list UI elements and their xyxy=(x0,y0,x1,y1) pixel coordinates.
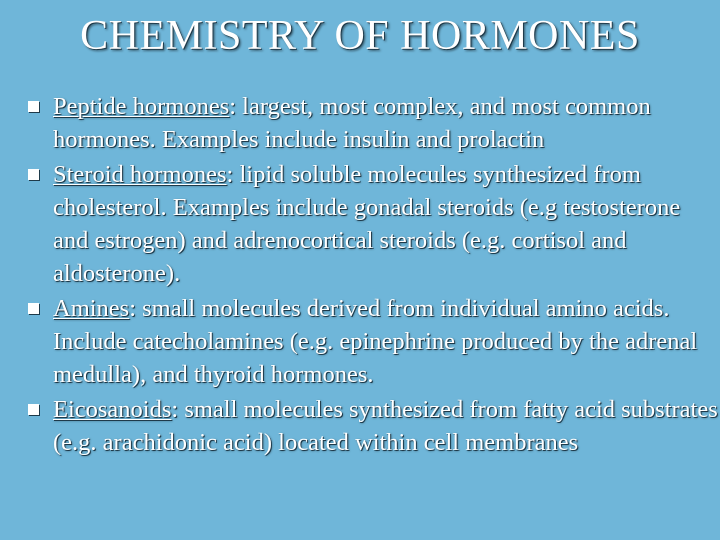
bullet-term: Amines xyxy=(53,295,130,322)
bullet-item-amines xyxy=(28,292,718,391)
bullet-text: : lipid soluble molecules synthesized from cholesterol. Examples include gonadal steroids (e.g testosterone and estrogen) and adrenocortical steroids (e.g. cortisol and aldosterone). xyxy=(53,161,681,287)
square-bullet-icon xyxy=(28,404,39,415)
bullet-term: Steroid hormones xyxy=(53,161,227,188)
bullet-term: Eicosanoids xyxy=(53,396,172,423)
slide-title: CHEMISTRY OF HORMONES xyxy=(80,13,640,59)
bullet-text: : largest, most complex, and most common hormones. Examples include insulin and prolactin xyxy=(53,93,651,153)
square-bullet-icon xyxy=(28,169,39,180)
bullet-text: : small molecules derived from individual amino acids. Include catecholamines (e.g. epinephrine produced by the adrenal medulla), and thyroid hormones. xyxy=(53,295,698,388)
bullet-item-steroid-hormones xyxy=(28,158,718,290)
square-bullet-icon xyxy=(28,101,39,112)
bullet-list xyxy=(28,90,718,461)
bullet-item-peptide-hormones xyxy=(28,90,718,156)
bullet-term: Peptide hormones xyxy=(53,93,230,120)
square-bullet-icon xyxy=(28,303,39,314)
bullet-item-eicosanoids xyxy=(28,393,718,459)
bullet-text: : small molecules synthesized from fatty acid substrates (e.g. arachidonic acid) located within cell membranes xyxy=(53,396,718,456)
